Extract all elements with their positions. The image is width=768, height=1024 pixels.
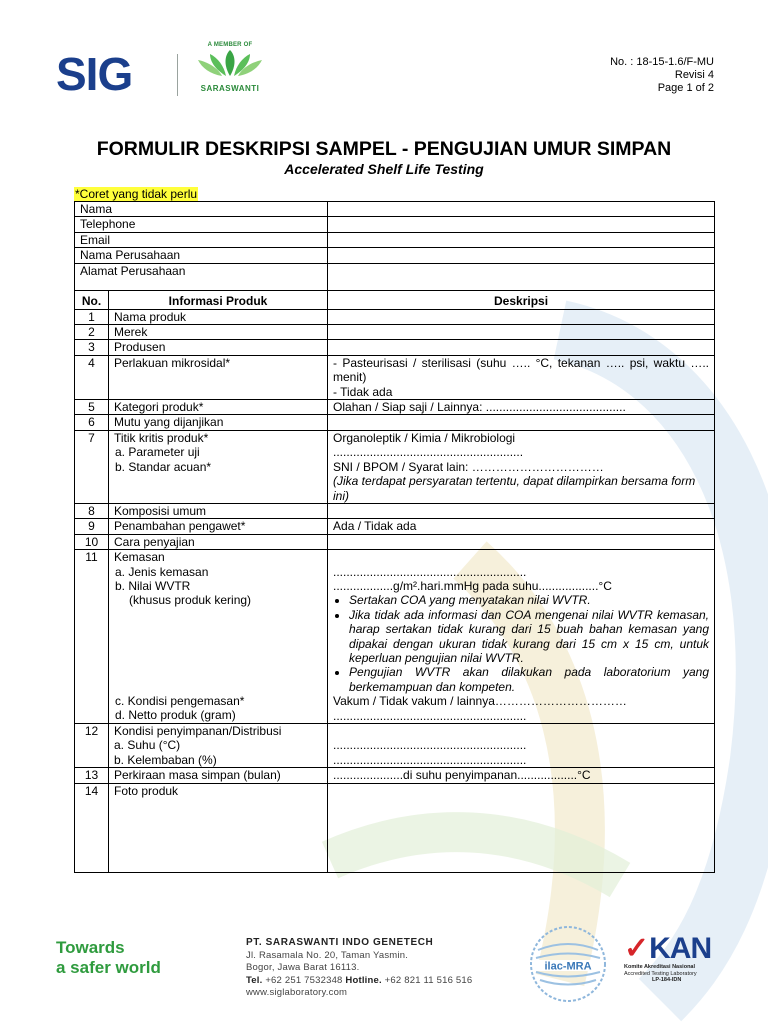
row-info: Produsen — [109, 340, 328, 355]
row-number: 10 — [75, 534, 109, 549]
row-desc-line[interactable]: Organoleptik / Kimia / Mikrobiologi — [333, 430, 516, 445]
document-meta — [610, 56, 714, 95]
table-row — [75, 519, 715, 534]
table-row — [75, 550, 715, 724]
wvtr-note: • Pengujian WVTR akan dilakukan pada laboratorium yang berkemampuan dan kompeten. — [349, 665, 709, 694]
ilac-text: ilac-MRA — [544, 960, 592, 973]
hotline-label: Hotline. — [345, 974, 382, 986]
table-row — [75, 309, 715, 324]
header-desc: Deskripsi — [328, 290, 715, 309]
row-desc[interactable] — [328, 355, 715, 399]
kan-id: LP-184-IDN — [652, 977, 682, 983]
row-number: 8 — [75, 503, 109, 518]
row-sub-b: b. Standar acuan* — [115, 459, 212, 474]
row-desc-line[interactable]: .......................................................... — [333, 564, 527, 579]
member-of-label: A MEMBER OF — [207, 42, 253, 48]
row-sub-c: c. Kondisi pengemasan* — [115, 693, 245, 708]
row-number: 7 — [75, 430, 109, 503]
saraswanti-label: SARASWANTI — [200, 84, 260, 93]
footer-address — [246, 937, 472, 1000]
wvtr-note: • Sertakan COA yang menyatakan nilai WVTR. — [349, 593, 709, 607]
address-line: Jl. Rasamala No. 20, Taman Yasmin. — [246, 949, 409, 961]
row-desc-line[interactable]: ..................g/m².hari.mmHg pada suhu..................°C — [333, 578, 612, 593]
row-sub-d: d. Netto produk (gram) — [115, 708, 236, 723]
row-desc-line[interactable]: .......................................................... — [333, 752, 527, 767]
field-label-address: Alamat Perusahaan — [75, 263, 328, 290]
field-label-company: Nama Perusahaan — [75, 248, 328, 263]
header-no: No. — [75, 290, 109, 309]
row-info: Komposisi umum — [109, 503, 328, 518]
row-info-label: Titik kritis produk* — [114, 430, 209, 445]
tel-label: Tel. — [246, 974, 263, 986]
kan-subtitle: Komite Akreditasi Nasional — [624, 964, 696, 970]
treatment-option-none[interactable]: - Tidak ada — [333, 384, 393, 399]
table-row — [75, 724, 715, 768]
table-row — [75, 340, 715, 355]
company-name: PT. SARASWANTI INDO GENETECH — [246, 937, 434, 948]
field-label-nama: Nama — [75, 202, 328, 217]
table-row — [75, 232, 715, 247]
row-desc-line[interactable]: Vakum / Tidak vakum / lainnya…………………………… — [333, 694, 627, 709]
table-row — [75, 325, 715, 340]
tagline-line: a safer world — [56, 958, 161, 977]
kan-logo — [624, 934, 724, 994]
website-link[interactable]: www.siglaboratory.com — [246, 987, 348, 999]
row-info: Foto produk — [109, 783, 328, 872]
row-desc[interactable]: Olahan / Siap saji / Lainnya: .......................................... — [328, 400, 715, 415]
field-value-address[interactable] — [328, 263, 715, 290]
row-desc[interactable] — [328, 325, 715, 340]
leaf-icon — [196, 48, 264, 78]
doc-page: Page 1 of 2 — [657, 82, 714, 94]
row-desc[interactable] — [328, 309, 715, 324]
row-number: 6 — [75, 415, 109, 430]
field-value-company[interactable] — [328, 248, 715, 263]
form-table — [74, 201, 715, 873]
table-header-row — [75, 290, 715, 309]
table-row — [75, 534, 715, 549]
row-desc-line[interactable]: SNI / BPOM / Syarat lain: …………………………… — [333, 459, 604, 474]
address-line: Bogor, Jawa Barat 16113. — [246, 962, 360, 974]
row-info: Perkiraan masa simpan (bulan) — [109, 768, 328, 783]
row-sub-b-note: (khusus produk kering) — [129, 593, 252, 608]
kan-subtitle: Accredited Testing Laboratory — [624, 970, 697, 977]
doc-number: No. : 18-15-1.6/F-MU — [610, 56, 714, 68]
strike-note: *Coret yang tidak perlu — [75, 187, 198, 201]
field-value-nama[interactable] — [328, 202, 715, 217]
wvtr-notes — [333, 593, 709, 694]
wvtr-note: • Jika tidak ada informasi dan COA mengenai nilai WVTR kemasan, harap sertakan tidak kurang dari 15 buah bahan kemasan yang dipakai dengan ukuran tidak kurang dari 15 cm x 15 cm, untuk keperluan pengujian nilai WVTR. — [349, 608, 709, 666]
table-row — [75, 415, 715, 430]
table-row — [75, 768, 715, 783]
row-number: 9 — [75, 519, 109, 534]
row-sub-b: b. Nilai WVTR — [115, 578, 191, 593]
row-desc[interactable]: Ada / Tidak ada — [328, 519, 715, 534]
table-row — [75, 783, 715, 872]
kan-text: KAN — [649, 932, 712, 965]
table-row — [75, 355, 715, 399]
row-number: 1 — [75, 309, 109, 324]
field-label-email: Email — [75, 232, 328, 247]
row-desc[interactable] — [328, 550, 715, 724]
tagline-line: Towards — [56, 938, 125, 957]
row-info: Merek — [109, 325, 328, 340]
doc-revision: Revisi 4 — [674, 69, 714, 81]
row-info: Perlakuan mikrosidal* — [109, 355, 328, 399]
row-desc[interactable] — [328, 503, 715, 518]
form-subtitle: Accelerated Shelf Life Testing — [284, 161, 484, 177]
row-desc-note: (Jika terdapat persyaratan tertentu, dapat dilampirkan bersama form ini) — [333, 474, 696, 503]
row-desc-line[interactable]: .......................................................... — [333, 738, 527, 753]
table-row — [75, 202, 715, 217]
row-desc-line[interactable]: ......................................................... — [333, 445, 524, 460]
row-sub-a: a. Jenis kemasan — [115, 564, 209, 579]
field-value-email[interactable] — [328, 232, 715, 247]
hotline-number[interactable]: +62 821 11 516 516 — [384, 974, 473, 986]
footer-tagline — [56, 938, 161, 978]
form-title: FORMULIR DESKRIPSI SAMPEL - PENGUJIAN UMUR SIMPAN — [96, 138, 672, 160]
row-number: 2 — [75, 325, 109, 340]
row-desc[interactable] — [328, 415, 715, 430]
logo-divider — [177, 54, 178, 96]
table-row — [75, 248, 715, 263]
row-number: 12 — [75, 724, 109, 768]
table-row — [75, 263, 715, 290]
row-desc[interactable] — [328, 534, 715, 549]
header-info: Informasi Produk — [109, 290, 328, 309]
row-sub-b: b. Kelembaban (%) — [114, 752, 217, 767]
row-info — [109, 430, 328, 503]
ilac-mra-logo — [528, 924, 608, 1004]
photo-area[interactable] — [328, 783, 715, 872]
row-number: 4 — [75, 355, 109, 399]
row-number: 13 — [75, 768, 109, 783]
row-number: 3 — [75, 340, 109, 355]
row-info: Mutu yang dijanjikan — [109, 415, 328, 430]
row-number: 11 — [75, 550, 109, 724]
table-row — [75, 503, 715, 518]
field-label-telephone: Telephone — [75, 217, 328, 232]
row-number: 14 — [75, 783, 109, 872]
sig-logo: SIG — [56, 48, 133, 100]
row-sub-a: a. Suhu (°C) — [114, 738, 181, 753]
row-number: 5 — [75, 400, 109, 415]
row-info: Nama produk — [109, 309, 328, 324]
row-desc[interactable] — [328, 724, 715, 768]
table-row — [75, 400, 715, 415]
table-row — [75, 430, 715, 503]
contact-line — [246, 975, 472, 988]
row-info — [109, 724, 328, 768]
row-sub-a: a. Parameter uji — [115, 445, 200, 460]
row-desc-line[interactable]: .......................................................... — [333, 708, 527, 723]
row-desc[interactable]: .....................di suhu penyimpanan..................°C — [328, 768, 715, 783]
field-value-telephone[interactable] — [328, 217, 715, 232]
table-row — [75, 217, 715, 232]
row-info: Kategori produk* — [109, 400, 328, 415]
row-info: Penambahan pengawet* — [109, 519, 328, 534]
row-desc[interactable] — [328, 340, 715, 355]
treatment-option-pasteurization[interactable]: - Pasteurisasi / sterilisasi (suhu ….. °C, tekanan ….. psi, waktu ….. menit) — [333, 355, 710, 385]
row-info-label: Kemasan — [114, 550, 165, 565]
tel-number[interactable]: +62 251 7532348 — [265, 974, 343, 986]
row-info-label: Kondisi penyimpanan/Distribusi — [114, 724, 282, 738]
kan-check-icon: ✓ — [624, 932, 650, 965]
row-info: Cara penyajian — [109, 534, 328, 549]
row-desc[interactable] — [328, 430, 715, 503]
saraswanti-logo — [190, 42, 270, 98]
row-info — [109, 550, 328, 724]
